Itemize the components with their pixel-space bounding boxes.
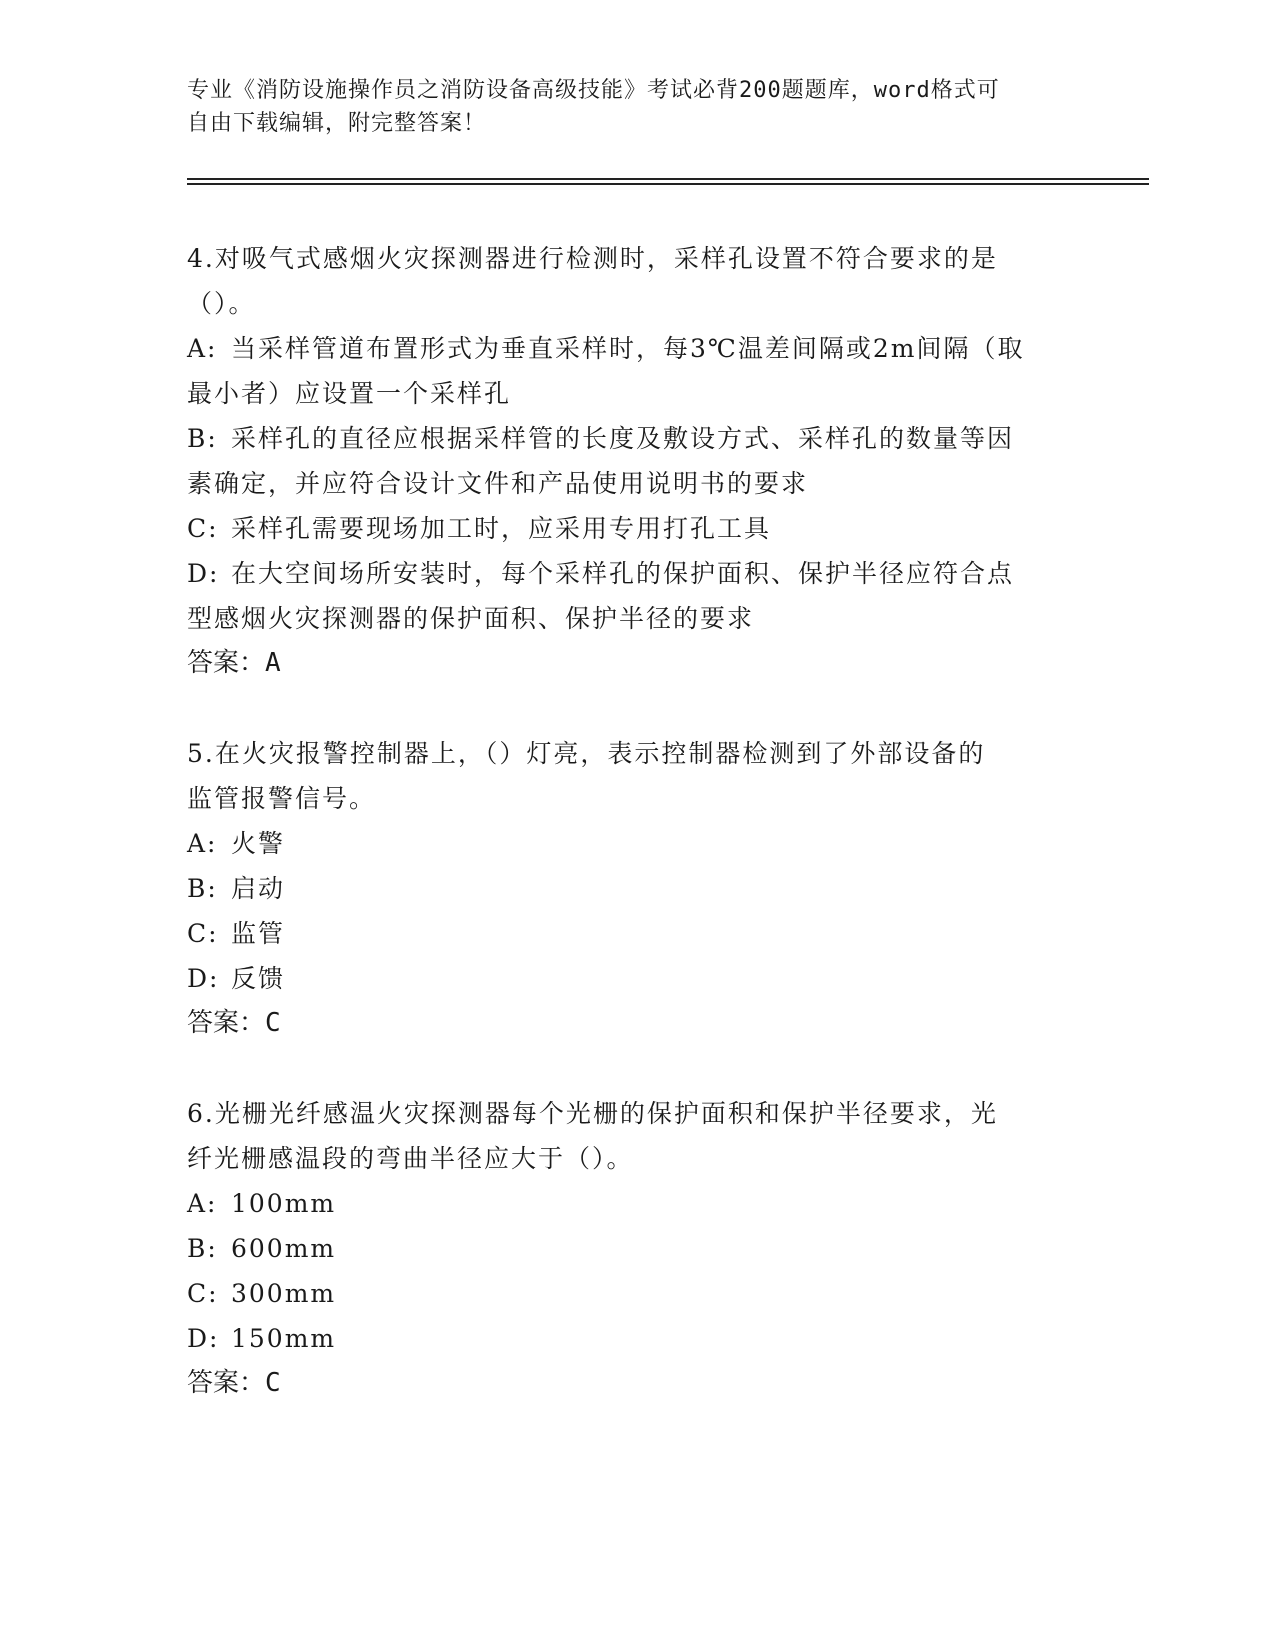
option-b [187, 1226, 1087, 1271]
option-d-cont: 型感烟火灾探测器的保护面积、保护半径的要求 [187, 604, 755, 633]
option-c [187, 911, 1087, 956]
option-d [187, 956, 1087, 1001]
option-letter: C: [187, 919, 219, 948]
option-letter: B: [187, 1234, 218, 1263]
option-a-cont: 最小者）应设置一个采样孔 [187, 379, 512, 408]
option-letter: A: [187, 829, 218, 858]
option-letter: D: [187, 964, 220, 993]
option-d [187, 551, 1087, 596]
option-text: 600mm [231, 1234, 337, 1263]
option-letter: C: [187, 514, 219, 543]
option-c [187, 1271, 1087, 1316]
answer-text: 答案：C [187, 1368, 281, 1398]
option-c [187, 506, 1087, 551]
option-text: 100mm [231, 1189, 337, 1218]
option-text: 在大空间场所安装时，每个采样孔的保护面积、保护半径应符合点 [231, 559, 1015, 588]
option-a [187, 1181, 1087, 1226]
question-list [187, 236, 1087, 1451]
option-letter: D: [187, 559, 220, 588]
option-text: 采样孔的直径应根据采样管的长度及敷设方式、采样孔的数量等因 [231, 424, 1015, 453]
question-text: 5.在火灾报警控制器上，（）灯亮，表示控制器检测到了外部设备的 [187, 739, 986, 768]
option-d [187, 1316, 1087, 1361]
option-text: 启动 [231, 874, 286, 903]
question-text: 6.光栅光纤感温火灾探测器每个光栅的保护面积和保护半径要求，光 [187, 1099, 998, 1128]
option-text: 当采样管道布置形式为垂直采样时，每3℃温差间隔或2m间隔（取 [231, 334, 1025, 363]
document-header [187, 74, 1067, 140]
option-letter: A: [187, 1189, 218, 1218]
header-divider [187, 183, 1149, 185]
question-item [187, 236, 1087, 686]
option-text: 监管 [231, 919, 286, 948]
question-text: （）。 [187, 289, 256, 318]
option-text: 采样孔需要现场加工时，应采用专用打孔工具 [231, 514, 772, 543]
option-a [187, 821, 1087, 866]
header-line: 专业《消防设施操作员之消防设备高级技能》考试必背200题题库，word格式可 [187, 78, 1000, 103]
option-text: 反馈 [231, 964, 286, 993]
option-text: 150mm [231, 1324, 337, 1353]
option-b-cont: 素确定，并应符合设计文件和产品使用说明书的要求 [187, 469, 809, 498]
option-letter: D: [187, 1324, 220, 1353]
question-text: 监管报警信号。 [187, 784, 377, 813]
option-letter: C: [187, 1279, 219, 1308]
option-text: 火警 [231, 829, 286, 858]
header-line: 自由下载编辑，附完整答案！ [187, 111, 487, 136]
option-letter: B: [187, 424, 218, 453]
option-b [187, 866, 1087, 911]
question-text: 4.对吸气式感烟火灾探测器进行检测时，采样孔设置不符合要求的是 [187, 244, 998, 273]
answer-text: 答案：C [187, 1008, 281, 1038]
answer-text: 答案：A [187, 648, 281, 678]
option-a [187, 326, 1087, 371]
option-b [187, 416, 1087, 461]
question-item [187, 1091, 1087, 1406]
option-text: 300mm [231, 1279, 337, 1308]
header-divider [187, 178, 1149, 180]
question-text: 纤光栅感温段的弯曲半径应大于（）。 [187, 1144, 634, 1173]
question-item [187, 731, 1087, 1046]
option-letter: B: [187, 874, 218, 903]
option-letter: A: [187, 334, 218, 363]
